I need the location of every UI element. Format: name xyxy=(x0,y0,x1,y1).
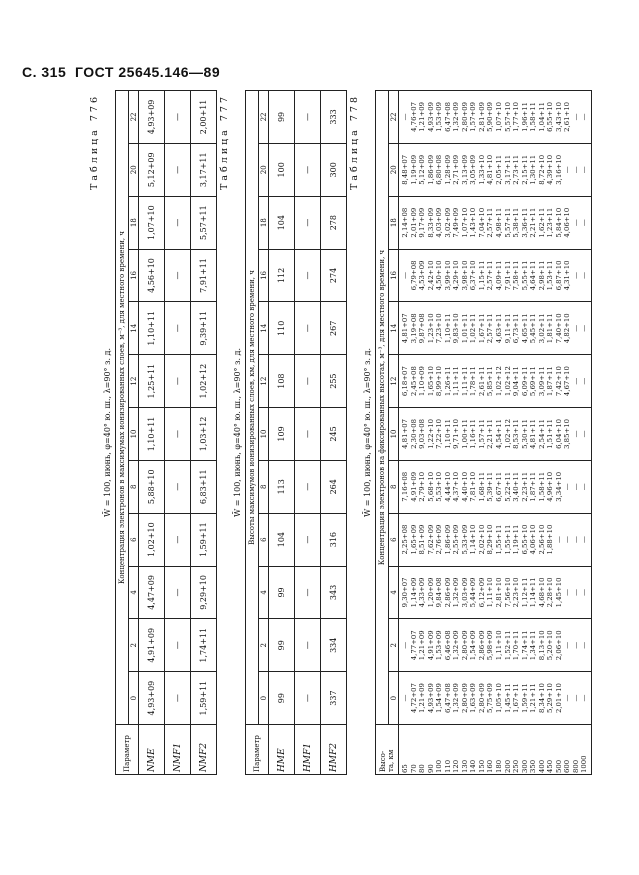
t778-data-row xyxy=(399,91,592,775)
t777-hours: 0 2 4 6 8 10 12 14 16 18 20 22 xyxy=(259,91,269,775)
hour-column: 2,25+08 1,65+09 8,51+09 7,62+09 2,76+09 1,86+09 2,55+09 5,33+09 1,14+10 2,02+10 8,29+10 1,55+11 1,55+11 1,19+11 6,55+10 4,06+10 2,56+10 1,88+10 — — — — xyxy=(399,513,592,566)
table-row: HMF2 337 334 343 316 264 245 255 267 274 278 300 333 xyxy=(321,91,347,775)
t778-subheader: Концентрация электронов на фиксированных высотах, м⁻³, для местного времени, ч xyxy=(376,91,389,725)
table-776-title: Таблица 776 xyxy=(89,94,100,191)
table-778-caption: W̄ = 100, июнь, φ=40° ю. ш., λ=90° з. д. xyxy=(363,348,372,517)
param-header: Параметр xyxy=(116,725,139,775)
hour-column: 4,81+07 2,30+08 9,03+08 1,22+10 7,22+10 1,10+11 9,71+10 1,00+11 1,16+11 1,57+11 2,21+11 4,54+11 1,02+12 8,53+11 5,30+11 4,81+11 2,54+11 1,51+11 6,04+10 3,85+10 — — xyxy=(399,408,592,461)
param-header: Параметр xyxy=(246,725,269,775)
t778-hours: 0 2 4 6 8 10 12 14 16 18 20 22 xyxy=(389,91,399,775)
hour-column: 6,18+07 2,45+08 1,10+09 1,65+10 8,99+10 1,26+11 1,11+11 1,11+11 1,78+11 2,61+11 5,85+11 1,02+12 1,02+12 9,04+11 6,09+11 5,69+11 3,09+11 1,87+11 7,42+10 4,67+10 — — xyxy=(399,355,592,408)
table-row: NME 4,93+09 4,91+09 4,47+09 1,02+10 5,88+10 1,10+11 1,25+11 1,10+11 4,56+10 1,07+10 5,12+09 4,93+09 xyxy=(139,91,165,775)
t777-subheader: Высоты максимумов ионизированных слоев, км, для местного времени, ч xyxy=(246,91,259,725)
t776-subheader: Концентрация электронов в максимумах ионизированных слоев, м⁻³, для местного времени, ч xyxy=(116,91,129,725)
table-row: HMF1 — — — — — — — — — — — — xyxy=(295,91,321,775)
hour-column: — 6,79+08 4,53+09 2,42+10 4,50+10 3,99+10 4,29+10 3,98+10 6,37+10 1,15+11 2,57+11 4,09+11 7,91+11 7,58+11 5,55+11 4,64+11 2,98+11 1,53+11 6,87+10 4,31+10 — — xyxy=(399,249,592,302)
t778-body xyxy=(376,91,592,775)
table-776-caption: W̄ = 100, июнь, φ=40° ю. ш., λ=90° з. д. xyxy=(103,348,112,517)
hour-column: — 4,77+07 1,21+09 4,91+09 1,53+09 6,46+08 1,32+09 2,80+09 1,54+09 2,86+09 5,98+09 1,11+10 1,52+11 1,70+11 1,74+11 1,34+11 8,13+10 5,20+10 2,06+10 — — — xyxy=(399,619,592,672)
hour-column: 7,16+08 4,91+09 2,79+10 5,68+10 5,53+10 4,44+10 4,37+10 4,40+10 7,81+10 1,68+11 5,39+11 6,67+11 5,22+11 3,40+11 2,23+11 1,87+11 1,58+11 4,96+10 3,34+10 — — — xyxy=(399,460,592,513)
table-776 xyxy=(115,90,217,775)
t776-hours: 0 2 4 6 8 10 12 14 16 18 20 22 xyxy=(129,91,139,775)
t776-body xyxy=(116,91,217,775)
table-row: NMF2 1,59+11 1,74+11 9,29+10 1,59+11 6,83+11 1,03+12 1,02+12 9,39+11 7,91+11 5,57+11 3,17+11 2,00+11 xyxy=(191,91,217,775)
hour-column: 8,48+07 1,19+09 5,12+09 1,86+09 6,80+08 1,28+09 2,71+09 3,13+09 3,05+09 1,33+10 4,81+10 2,05+11 3,17+11 2,73+11 2,15+11 1,30+11 8,72+10 4,39+10 3,16+10 — — — xyxy=(399,143,592,196)
page-header xyxy=(22,64,220,80)
hour-column: 4,81+07 3,19+08 9,87+08 1,23+10 7,23+10 1,10+11 9,83+10 1,01+11 1,02+11 1,67+11 2,57+11 4,63+11 9,11+11 6,73+11 4,65+11 5,45+11 3,02+11 1,81+11 7,40+10 4,82+10 — — xyxy=(399,302,592,355)
hour-column: 2,14+08 2,01+09 9,17+09 8,33+09 4,03+09 3,02+09 7,49+09 1,07+10 1,43+10 7,04+10 2,57+11 4,98+11 5,57+11 5,38+11 3,36+11 2,21+11 1,62+11 1,23+11 5,84+10 4,06+10 — — xyxy=(399,196,592,249)
height-column: 65 70 80 90 100 110 120 130 140 150 160 180 200 250 300 350 400 450 500 600 800 1000 xyxy=(399,725,592,775)
standard-code: ГОСТ 25645.146—89 xyxy=(75,64,221,80)
table-777-title: Таблица 777 xyxy=(219,94,230,191)
hour-column: — 4,76+07 1,21+09 4,93+09 1,53+09 6,47+08 1,32+09 2,80+09 1,57+09 2,81+09 5,90+09 1,07+10 5,57+10 1,77+10 1,96+11 1,58+11 1,04+11 6,55+10 3,43+10 2,61+10 — — xyxy=(399,91,592,144)
table-777 xyxy=(245,90,347,775)
rotated-content xyxy=(87,90,622,775)
table-777-caption: W̄ = 100, июнь, φ=40° ю. ш., λ=90° з. д. xyxy=(233,348,242,517)
table-778-title: Таблица 778 xyxy=(349,94,360,191)
height-header: Высо- та, км xyxy=(376,725,399,775)
table-778 xyxy=(375,90,592,775)
hour-column: 9,30+07 1,14+09 4,33+09 1,20+09 9,84+08 2,86+09 1,32+09 3,03+09 5,44+09 6,12+09 1,11+10 2,81+10 7,56+10 2,23+10 1,12+11 1,14+11 4,68+10 2,28+10 1,45+10 — — — xyxy=(399,566,592,619)
t777-body xyxy=(246,91,347,775)
page-number: С. 315 xyxy=(22,64,67,80)
hour-column: — 4,72+07 1,21+09 4,93+09 1,54+09 6,47+08 1,32+09 2,80+09 1,63+09 2,80+09 5,75+09 1,05+10 1,45+11 1,67+11 1,59+11 1,21+11 8,34+10 5,29+10 2,01+10 — — — xyxy=(399,672,592,725)
table-row: HME 99 99 99 104 113 109 108 110 112 104 100 99 xyxy=(269,91,295,775)
table-row: NMF1 — — — — — — — — — — — — xyxy=(165,91,191,775)
